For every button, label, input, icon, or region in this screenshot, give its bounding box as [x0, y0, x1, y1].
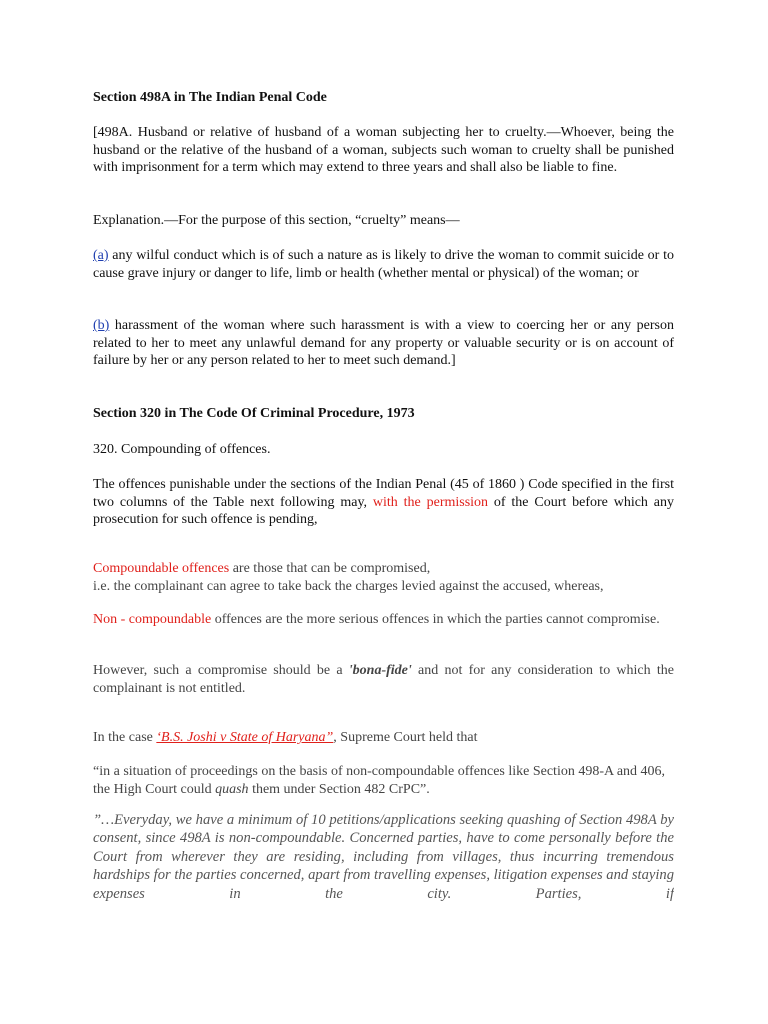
section-320-text-end: of the Court before which any prosecution for such offence is pending,	[93, 494, 674, 528]
bona-fide-before: However, such a compromise should be a	[93, 663, 349, 678]
cruelty-explanation: Explanation.—For the purpose of this section, “cruelty” means—	[93, 213, 460, 228]
compoundable-term: Compoundable offences	[93, 561, 230, 576]
compoundable-line2: i.e. the complainant can agree to take back the charges levied against the accused, whereas,	[93, 578, 604, 594]
clause-a	[93, 247, 674, 282]
section-498a-heading: Section 498A in The Indian Penal Code	[93, 90, 327, 105]
court-quote: ”…Everyday, we have a minimum of 10 petitions/applications seeking quashing of Section 498A by consent, since 498A is non-compoundable. Concerned parties, have to come personally before the Court from wherever they are residing, including from villages, thus incurring tremendous hardships for the parties concerned, apart from travelling expenses, litigation expenses and staying expenses in the city. Parties, if	[93, 812, 674, 902]
section-320-text-start: The offences punishable under the sections of the Indian Penal (45 of 1860 ) Code specified in the first two columns of the Table next following may,	[93, 477, 674, 510]
non-compoundable-text: offences are the more serious offences in which the parties cannot compromise.	[211, 612, 660, 627]
compoundable-line1: are those that can be compromised,	[229, 561, 431, 576]
section-498a-text: [498A. Husband or relative of husband of a woman subjecting her to cruelty.—Whoever, being the husband or the relative of the husband of a woman, subjects such woman to cruelty shall be punished with imprisonment for a term which may extend to three years and shall also be liable to fine.	[93, 125, 674, 176]
case-after: , Supreme Court held that	[333, 730, 478, 745]
clause-a-link[interactable]: (a)	[93, 248, 109, 263]
clause-b-link[interactable]: (b)	[93, 318, 110, 333]
clause-a-text: any wilful conduct which is of such a nature as is likely to drive the woman to commit suicide or to cause grave injury or danger to life, limb or health (whether mental or physical) of the woman; or	[93, 248, 674, 281]
bona-fide-term: 'bona-fide'	[348, 663, 412, 678]
case-reference	[93, 729, 674, 747]
bona-fide-note	[93, 662, 674, 697]
section-320-text	[93, 476, 674, 529]
permission-highlight: with the permission	[372, 494, 489, 510]
non-compoundable-term: Non - compoundable	[93, 612, 212, 627]
bona-fide-after: and not for any consideration to which the complainant is not entitled.	[93, 663, 674, 696]
case-link[interactable]: ‘B.S. Joshi v State of Haryana”	[156, 730, 334, 745]
compoundable-definition	[93, 560, 674, 595]
case-before: In the case	[93, 730, 157, 745]
court-holding	[93, 763, 674, 798]
clause-b-text: harassment of the woman where such harassment is with a view to coercing her or any person related to her to meet any unlawful demand for any property or valuable security or is on account of failure by her or any person related to her to meet such demand.]	[93, 318, 674, 369]
section-320-heading: Section 320 in The Code Of Criminal Procedure, 1973	[93, 406, 415, 421]
non-compoundable-definition	[93, 611, 674, 629]
section-320-subheading: 320. Compounding of offences.	[93, 442, 271, 457]
clause-b	[93, 317, 674, 370]
quash-term: quash	[215, 781, 249, 797]
holding-after: them under Section 482 CrPC”.	[248, 781, 430, 797]
holding-before: “in a situation of proceedings on the basis of non-compoundable offences like Section 498-A and 406, the High Court could	[93, 764, 666, 797]
